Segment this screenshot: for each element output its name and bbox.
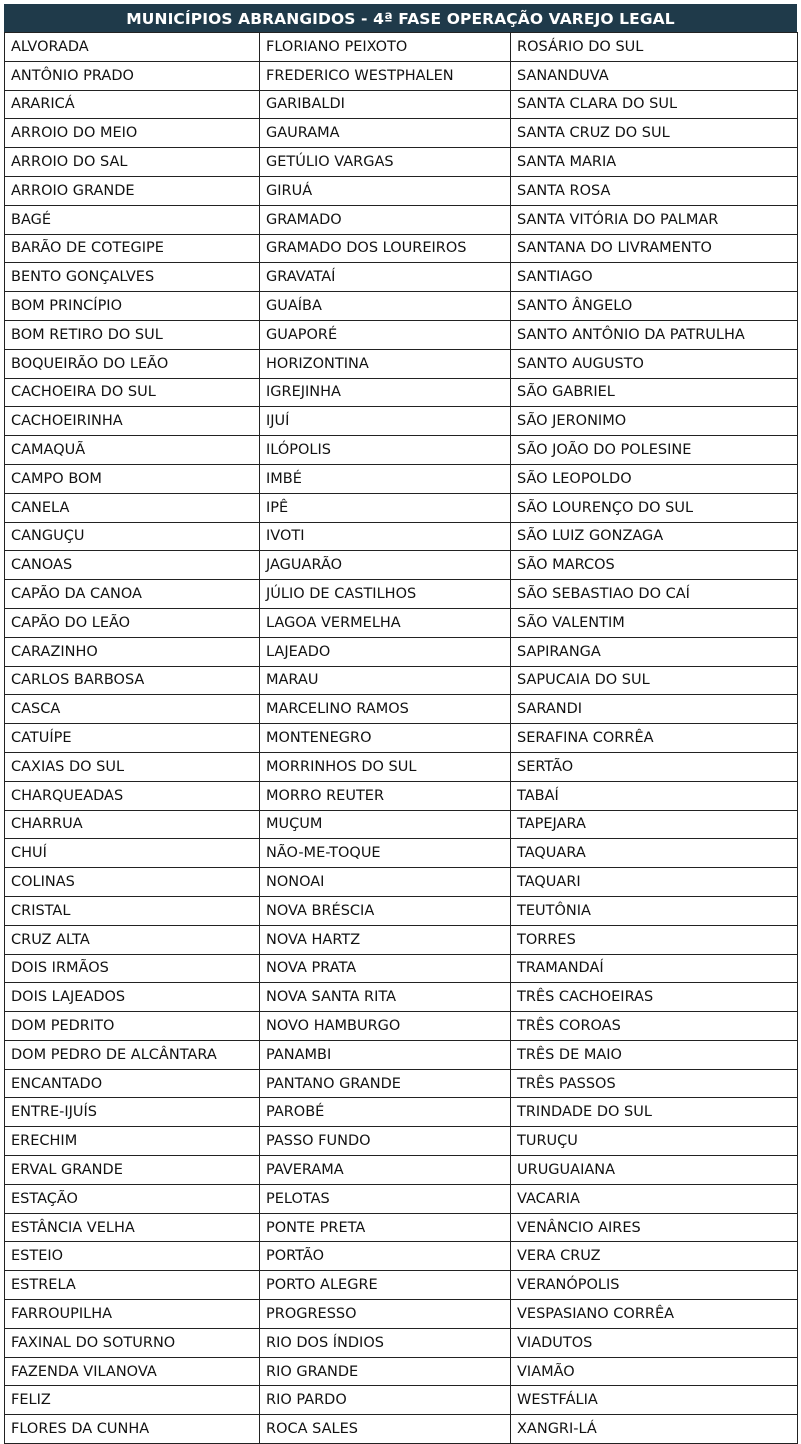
municipality-cell: MUÇUM: [260, 810, 511, 839]
municipality-cell: XANGRI-LÁ: [511, 1415, 798, 1444]
table-body: [5, 33, 798, 1444]
table-row: [5, 349, 798, 378]
municipality-cell: URUGUAIANA: [511, 1156, 798, 1185]
table-row: [5, 1357, 798, 1386]
table-row: [5, 234, 798, 263]
table-row: [5, 810, 798, 839]
municipality-cell: IMBÉ: [260, 464, 511, 493]
municipality-cell: GUAÍBA: [260, 292, 511, 321]
municipality-cell: FREDERICO WESTPHALEN: [260, 61, 511, 90]
municipality-cell: CANGUÇU: [5, 522, 260, 551]
municipality-cell: SÃO VALENTIM: [511, 608, 798, 637]
municipality-cell: PROGRESSO: [260, 1300, 511, 1329]
municipality-cell: NOVA PRATA: [260, 954, 511, 983]
municipality-cell: SERAFINA CORRÊA: [511, 724, 798, 753]
municipality-cell: IJUÍ: [260, 407, 511, 436]
municipality-cell: CARAZINHO: [5, 637, 260, 666]
municipality-cell: RIO DOS ÍNDIOS: [260, 1328, 511, 1357]
municipality-cell: VACARIA: [511, 1184, 798, 1213]
municipality-cell: FELIZ: [5, 1386, 260, 1415]
municipality-cell: ERVAL GRANDE: [5, 1156, 260, 1185]
table-row: [5, 580, 798, 609]
table-title: MUNICÍPIOS ABRANGIDOS - 4ª FASE OPERAÇÃO VAREJO LEGAL: [4, 4, 797, 32]
municipality-cell: ILÓPOLIS: [260, 436, 511, 465]
table-row: [5, 1328, 798, 1357]
municipality-cell: CAMAQUÃ: [5, 436, 260, 465]
municipality-cell: WESTFÁLIA: [511, 1386, 798, 1415]
table-row: [5, 1415, 798, 1444]
municipality-cell: JÚLIO DE CASTILHOS: [260, 580, 511, 609]
municipality-cell: CRUZ ALTA: [5, 925, 260, 954]
municipality-cell: RIO PARDO: [260, 1386, 511, 1415]
table-row: [5, 119, 798, 148]
municipality-cell: ESTÂNCIA VELHA: [5, 1213, 260, 1242]
municipality-cell: ALVORADA: [5, 33, 260, 62]
municipality-cell: PORTO ALEGRE: [260, 1271, 511, 1300]
municipality-cell: PAVERAMA: [260, 1156, 511, 1185]
municipality-cell: CACHOEIRA DO SUL: [5, 378, 260, 407]
municipality-cell: SANTA ROSA: [511, 176, 798, 205]
table-row: [5, 1069, 798, 1098]
municipality-cell: GRAMADO DOS LOUREIROS: [260, 234, 511, 263]
table-row: [5, 33, 798, 62]
municipality-cell: SANTANA DO LIVRAMENTO: [511, 234, 798, 263]
municipality-cell: CAXIAS DO SUL: [5, 752, 260, 781]
municipality-cell: SANTA MARIA: [511, 148, 798, 177]
table-row: [5, 1184, 798, 1213]
municipality-cell: LAJEADO: [260, 637, 511, 666]
table-row: [5, 1271, 798, 1300]
municipality-cell: RIO GRANDE: [260, 1357, 511, 1386]
municipality-cell: MORRINHOS DO SUL: [260, 752, 511, 781]
municipality-cell: SÃO SEBASTIAO DO CAÍ: [511, 580, 798, 609]
municipality-cell: VIAMÃO: [511, 1357, 798, 1386]
municipality-cell: TABAÍ: [511, 781, 798, 810]
municipality-cell: MARCELINO RAMOS: [260, 695, 511, 724]
municipality-cell: ANTÔNIO PRADO: [5, 61, 260, 90]
table-row: [5, 637, 798, 666]
municipality-cell: DOIS LAJEADOS: [5, 983, 260, 1012]
municipality-cell: FLORES DA CUNHA: [5, 1415, 260, 1444]
municipality-cell: CAPÃO DO LEÃO: [5, 608, 260, 637]
table-row: [5, 1098, 798, 1127]
municipality-cell: PANAMBI: [260, 1040, 511, 1069]
municipality-cell: SANTO AUGUSTO: [511, 349, 798, 378]
municipality-cell: SÃO LUIZ GONZAGA: [511, 522, 798, 551]
municipality-cell: VESPASIANO CORRÊA: [511, 1300, 798, 1329]
table-row: [5, 493, 798, 522]
municipality-cell: ESTRELA: [5, 1271, 260, 1300]
table-row: [5, 1012, 798, 1041]
municipality-cell: TRÊS CACHOEIRAS: [511, 983, 798, 1012]
table-row: [5, 839, 798, 868]
municipality-cell: IVOTI: [260, 522, 511, 551]
municipality-cell: NOVA HARTZ: [260, 925, 511, 954]
municipality-cell: SERTÃO: [511, 752, 798, 781]
municipalities-sheet: [4, 4, 797, 1444]
municipality-cell: ESTEIO: [5, 1242, 260, 1271]
municipality-cell: GUAPORÉ: [260, 320, 511, 349]
municipalities-table: [4, 32, 798, 1444]
municipality-cell: SANANDUVA: [511, 61, 798, 90]
municipality-cell: LAGOA VERMELHA: [260, 608, 511, 637]
table-row: [5, 752, 798, 781]
municipality-cell: TRÊS DE MAIO: [511, 1040, 798, 1069]
municipality-cell: SAPIRANGA: [511, 637, 798, 666]
municipality-cell: NÃO-ME-TOQUE: [260, 839, 511, 868]
municipality-cell: PELOTAS: [260, 1184, 511, 1213]
table-row: [5, 263, 798, 292]
municipality-cell: CATUÍPE: [5, 724, 260, 753]
table-row: [5, 868, 798, 897]
table-row: [5, 1040, 798, 1069]
table-row: [5, 695, 798, 724]
municipality-cell: FLORIANO PEIXOTO: [260, 33, 511, 62]
municipality-cell: SÃO LEOPOLDO: [511, 464, 798, 493]
municipality-cell: PASSO FUNDO: [260, 1127, 511, 1156]
municipality-cell: SÃO JOÃO DO POLESINE: [511, 436, 798, 465]
municipality-cell: SANTA CLARA DO SUL: [511, 90, 798, 119]
municipality-cell: TRÊS PASSOS: [511, 1069, 798, 1098]
municipality-cell: FAZENDA VILANOVA: [5, 1357, 260, 1386]
table-row: [5, 61, 798, 90]
municipality-cell: TAQUARA: [511, 839, 798, 868]
municipality-cell: NOVO HAMBURGO: [260, 1012, 511, 1041]
table-row: [5, 724, 798, 753]
table-row: [5, 378, 798, 407]
municipality-cell: ARARICÁ: [5, 90, 260, 119]
municipality-cell: JAGUARÃO: [260, 551, 511, 580]
table-row: [5, 608, 798, 637]
table-row: [5, 983, 798, 1012]
municipality-cell: PAROBÉ: [260, 1098, 511, 1127]
municipality-cell: GRAMADO: [260, 205, 511, 234]
table-row: [5, 1386, 798, 1415]
municipality-cell: GIRUÁ: [260, 176, 511, 205]
municipality-cell: TEUTÔNIA: [511, 896, 798, 925]
municipality-cell: SANTA VITÓRIA DO PALMAR: [511, 205, 798, 234]
municipality-cell: SÃO LOURENÇO DO SUL: [511, 493, 798, 522]
municipality-cell: VERA CRUZ: [511, 1242, 798, 1271]
municipality-cell: FARROUPILHA: [5, 1300, 260, 1329]
table-row: [5, 148, 798, 177]
municipality-cell: TRINDADE DO SUL: [511, 1098, 798, 1127]
table-row: [5, 176, 798, 205]
municipality-cell: VIADUTOS: [511, 1328, 798, 1357]
municipality-cell: SANTO ÂNGELO: [511, 292, 798, 321]
table-row: [5, 292, 798, 321]
municipality-cell: CARLOS BARBOSA: [5, 666, 260, 695]
municipality-cell: CHARRUA: [5, 810, 260, 839]
municipality-cell: CASCA: [5, 695, 260, 724]
municipality-cell: CRISTAL: [5, 896, 260, 925]
table-row: [5, 436, 798, 465]
municipality-cell: CANELA: [5, 493, 260, 522]
municipality-cell: DOM PEDRITO: [5, 1012, 260, 1041]
municipality-cell: GRAVATAÍ: [260, 263, 511, 292]
municipality-cell: IGREJINHA: [260, 378, 511, 407]
table-row: [5, 464, 798, 493]
municipality-cell: CAPÃO DA CANOA: [5, 580, 260, 609]
municipality-cell: BOM PRINCÍPIO: [5, 292, 260, 321]
municipality-cell: PANTANO GRANDE: [260, 1069, 511, 1098]
table-row: [5, 407, 798, 436]
table-row: [5, 1213, 798, 1242]
municipality-cell: ARROIO DO MEIO: [5, 119, 260, 148]
table-row: [5, 954, 798, 983]
municipality-cell: BARÃO DE COTEGIPE: [5, 234, 260, 263]
table-row: [5, 896, 798, 925]
municipality-cell: NOVA BRÉSCIA: [260, 896, 511, 925]
municipality-cell: SAPUCAIA DO SUL: [511, 666, 798, 695]
municipality-cell: TRAMANDAÍ: [511, 954, 798, 983]
municipality-cell: GAURAMA: [260, 119, 511, 148]
municipality-cell: SÃO GABRIEL: [511, 378, 798, 407]
municipality-cell: ARROIO GRANDE: [5, 176, 260, 205]
table-row: [5, 925, 798, 954]
municipality-cell: SÃO MARCOS: [511, 551, 798, 580]
municipality-cell: ERECHIM: [5, 1127, 260, 1156]
municipality-cell: MONTENEGRO: [260, 724, 511, 753]
table-row: [5, 781, 798, 810]
municipality-cell: DOM PEDRO DE ALCÂNTARA: [5, 1040, 260, 1069]
municipality-cell: BAGÉ: [5, 205, 260, 234]
municipality-cell: IPÊ: [260, 493, 511, 522]
municipality-cell: CACHOEIRINHA: [5, 407, 260, 436]
table-row: [5, 551, 798, 580]
municipality-cell: PORTÃO: [260, 1242, 511, 1271]
table-row: [5, 320, 798, 349]
municipality-cell: PONTE PRETA: [260, 1213, 511, 1242]
municipality-cell: ROSÁRIO DO SUL: [511, 33, 798, 62]
municipality-cell: VERANÓPOLIS: [511, 1271, 798, 1300]
municipality-cell: TAQUARI: [511, 868, 798, 897]
municipality-cell: GARIBALDI: [260, 90, 511, 119]
municipality-cell: DOIS IRMÃOS: [5, 954, 260, 983]
municipality-cell: ESTAÇÃO: [5, 1184, 260, 1213]
municipality-cell: FAXINAL DO SOTURNO: [5, 1328, 260, 1357]
municipality-cell: MORRO REUTER: [260, 781, 511, 810]
municipality-cell: SANTIAGO: [511, 263, 798, 292]
municipality-cell: BOQUEIRÃO DO LEÃO: [5, 349, 260, 378]
municipality-cell: BOM RETIRO DO SUL: [5, 320, 260, 349]
municipality-cell: GETÚLIO VARGAS: [260, 148, 511, 177]
municipality-cell: CANOAS: [5, 551, 260, 580]
municipality-cell: CHARQUEADAS: [5, 781, 260, 810]
table-row: [5, 1127, 798, 1156]
municipality-cell: TRÊS COROAS: [511, 1012, 798, 1041]
municipality-cell: COLINAS: [5, 868, 260, 897]
municipality-cell: SANTO ANTÔNIO DA PATRULHA: [511, 320, 798, 349]
table-row: [5, 666, 798, 695]
table-row: [5, 205, 798, 234]
municipality-cell: HORIZONTINA: [260, 349, 511, 378]
municipality-cell: ROCA SALES: [260, 1415, 511, 1444]
table-row: [5, 1300, 798, 1329]
municipality-cell: SÃO JERONIMO: [511, 407, 798, 436]
municipality-cell: TAPEJARA: [511, 810, 798, 839]
municipality-cell: BENTO GONÇALVES: [5, 263, 260, 292]
municipality-cell: CHUÍ: [5, 839, 260, 868]
municipality-cell: ENCANTADO: [5, 1069, 260, 1098]
table-row: [5, 90, 798, 119]
municipality-cell: MARAU: [260, 666, 511, 695]
table-row: [5, 1156, 798, 1185]
municipality-cell: ARROIO DO SAL: [5, 148, 260, 177]
municipality-cell: SARANDI: [511, 695, 798, 724]
table-row: [5, 1242, 798, 1271]
municipality-cell: NOVA SANTA RITA: [260, 983, 511, 1012]
municipality-cell: VENÂNCIO AIRES: [511, 1213, 798, 1242]
municipality-cell: CAMPO BOM: [5, 464, 260, 493]
municipality-cell: ENTRE-IJUÍS: [5, 1098, 260, 1127]
municipality-cell: NONOAI: [260, 868, 511, 897]
municipality-cell: SANTA CRUZ DO SUL: [511, 119, 798, 148]
table-row: [5, 522, 798, 551]
municipality-cell: TURUÇU: [511, 1127, 798, 1156]
municipality-cell: TORRES: [511, 925, 798, 954]
